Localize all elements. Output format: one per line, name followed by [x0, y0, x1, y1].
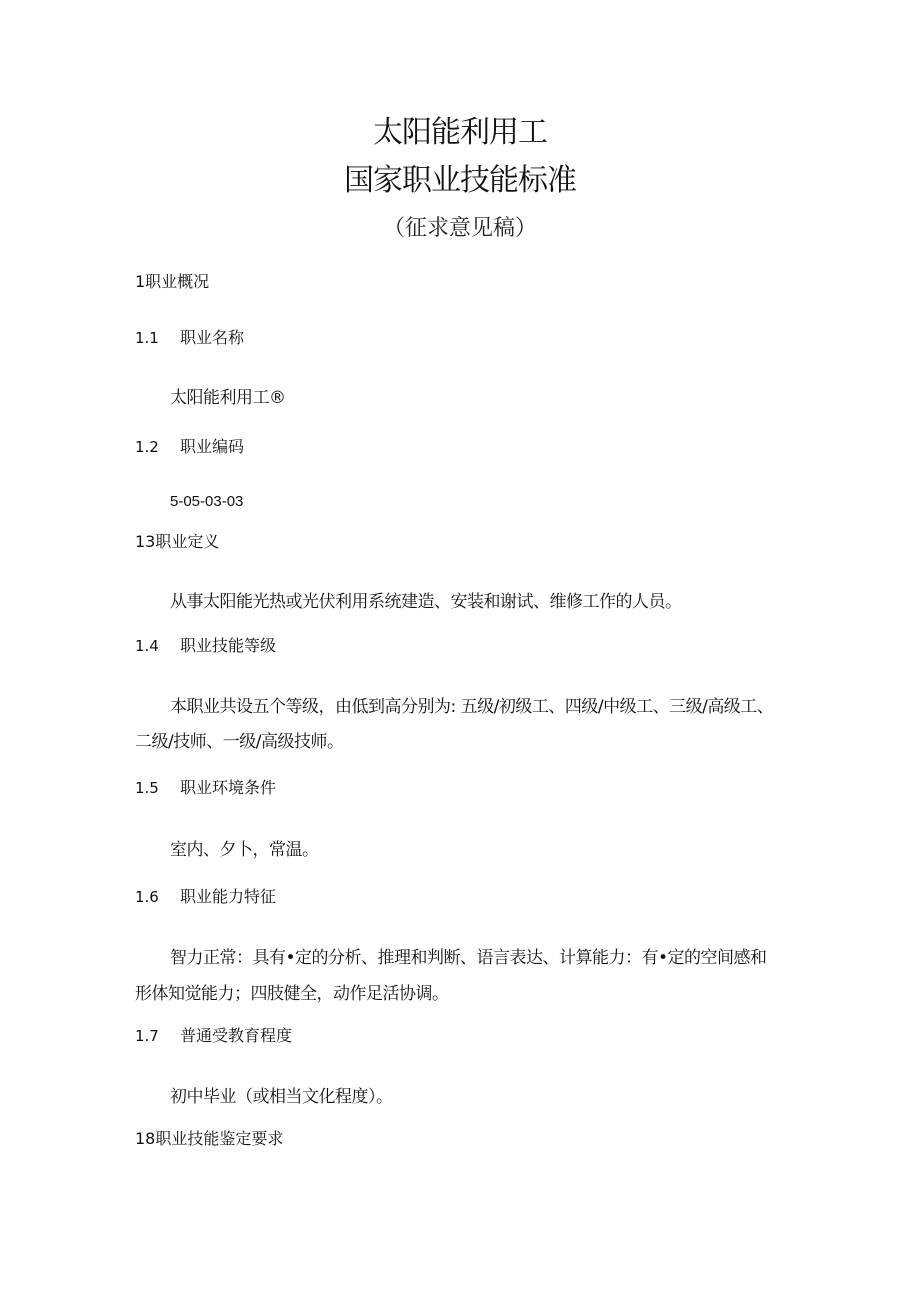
section-1-2-number: 1.2: [135, 438, 159, 456]
document-title-line-2: 国家职业技能标准: [344, 163, 576, 198]
section-1-4-body-line-1: 本职业共设五个等级，由低到高分别为: 五级/初级工、四级/中级工、三级/高级工、: [170, 697, 774, 717]
section-1-heading: 1职业概况: [135, 272, 210, 291]
document-title-line-1: 太阳能利用工: [373, 115, 547, 150]
section-1-1-title: 职业名称: [180, 328, 245, 347]
section-1-4-title: 职业技能等级: [180, 636, 277, 655]
document-subtitle: （征求意见稿）: [382, 216, 537, 241]
section-1-8-heading: 18职业技能鉴定要求: [135, 1129, 284, 1148]
section-1-5-body: 室内、夕卜，常温。: [170, 840, 319, 860]
section-1-3-body: 从事太阳能光热或光伏利用系统建造、安装和谢试、维修工作的人员。: [170, 592, 682, 612]
section-1-5-number: 1.5: [135, 779, 159, 797]
section-1-1-body: 太阳能利用工®: [170, 388, 286, 408]
section-1-7-number: 1.7: [135, 1027, 159, 1045]
section-1-2-body: 5-05-03-03: [170, 493, 244, 510]
section-1-2-title: 职业编码: [180, 437, 245, 456]
section-1-4-body-line-2: 二级/技师、一级/高级技师。: [135, 732, 344, 752]
section-1-7-title: 普通受教育程度: [180, 1026, 293, 1045]
section-1-7-body: 初中毕业（或相当文化程度）。: [170, 1087, 393, 1107]
section-1-6-body-line-1: 智力正常：具有•定的分析、推理和判断、语言表达、计算能力：有•定的空间感和: [170, 948, 767, 968]
section-1-5-title: 职业环境条件: [180, 778, 277, 797]
section-1-3-heading: 13职业定义: [135, 532, 220, 551]
section-1-6-body-line-2: 形体知觉能力；四肢健全，动作足活协调。: [135, 984, 449, 1004]
section-1-6-number: 1.6: [135, 888, 159, 906]
section-1-1-number: 1.1: [135, 329, 159, 347]
section-1-4-number: 1.4: [135, 637, 159, 655]
section-1-6-title: 职业能力特征: [180, 887, 277, 906]
